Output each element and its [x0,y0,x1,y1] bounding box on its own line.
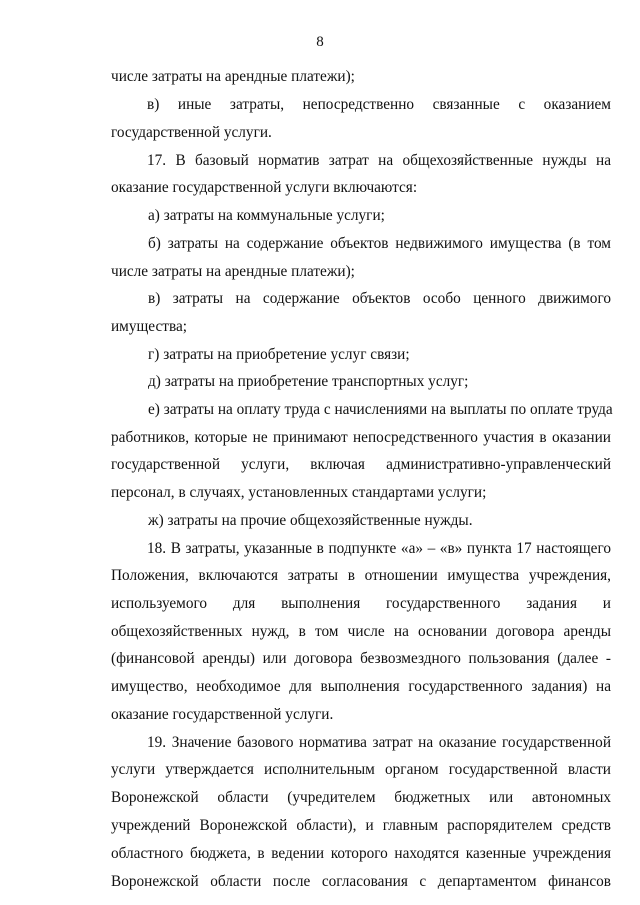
text-line: 18. В затраты, указанные в подпункте «а» – «в» пункта 17 настоящего [147,540,611,557]
text-line: в) затраты на содержание объектов особо ценного движимого [148,290,611,307]
text-line: государственной услуги. [111,124,272,141]
text-line: числе затраты на арендные платежи); [111,263,355,280]
text-line: 19. Значение базового норматива затрат на оказание государственной [147,734,611,751]
text-line: е) затраты на оплату труда с начислениями на выплаты по оплате труда [148,401,613,418]
text-line: работников, которые не принимают непосредственного участия в оказании [111,429,611,446]
text-line: в) иные затраты, непосредственно связанные с оказанием [147,96,611,113]
text-line: имущество, необходимое для выполнения государственного задания) на [111,678,611,695]
text-line: оказание государственной услуги. [111,706,334,723]
text-line: а) затраты на коммунальные услуги; [148,207,385,224]
text-line: г) затраты на приобретение услуг связи; [148,346,410,363]
text-line: имущества; [111,318,187,335]
text-line: областного бюджета, в ведении которого находятся казенные учреждения [111,845,611,862]
text-line: Воронежской области (учредителем бюджетных или автономных [111,789,611,806]
text-line: (финансовой аренды) или договора безвозмездного пользования (далее - [111,650,611,667]
text-line: б) затраты на содержание объектов недвижимого имущества (в том [148,235,611,252]
text-line: Положения, включаются затраты в отношении имущества учреждения, [111,567,611,584]
text-line: используемого для выполнения государственного задания и [111,595,611,612]
text-line: ж) затраты на прочие общехозяйственные нужды. [148,512,473,529]
text-line: 17. В базовый норматив затрат на общехозяйственные нужды на [147,152,611,169]
text-line: услуги утверждается исполнительным органом государственной власти [111,761,611,778]
text-line: государственной услуги, включая административно-управленческий [111,456,611,473]
text-line: Воронежской области после согласования с департаментом финансов [111,873,611,890]
text-line: числе затраты на арендные платежи); [111,68,355,85]
page-number: 8 [316,34,324,50]
text-line: учреждений Воронежской области), и главным распорядителем средств [111,817,611,834]
text-line: общехозяйственных нужд, в том числе на основании договора аренды [111,623,611,640]
text-line: персонал, в случаях, установленных стандартами услуги; [111,484,487,501]
text-line: д) затраты на приобретение транспортных услуг; [148,373,469,390]
text-line: оказание государственной услуги включаются: [111,179,418,196]
